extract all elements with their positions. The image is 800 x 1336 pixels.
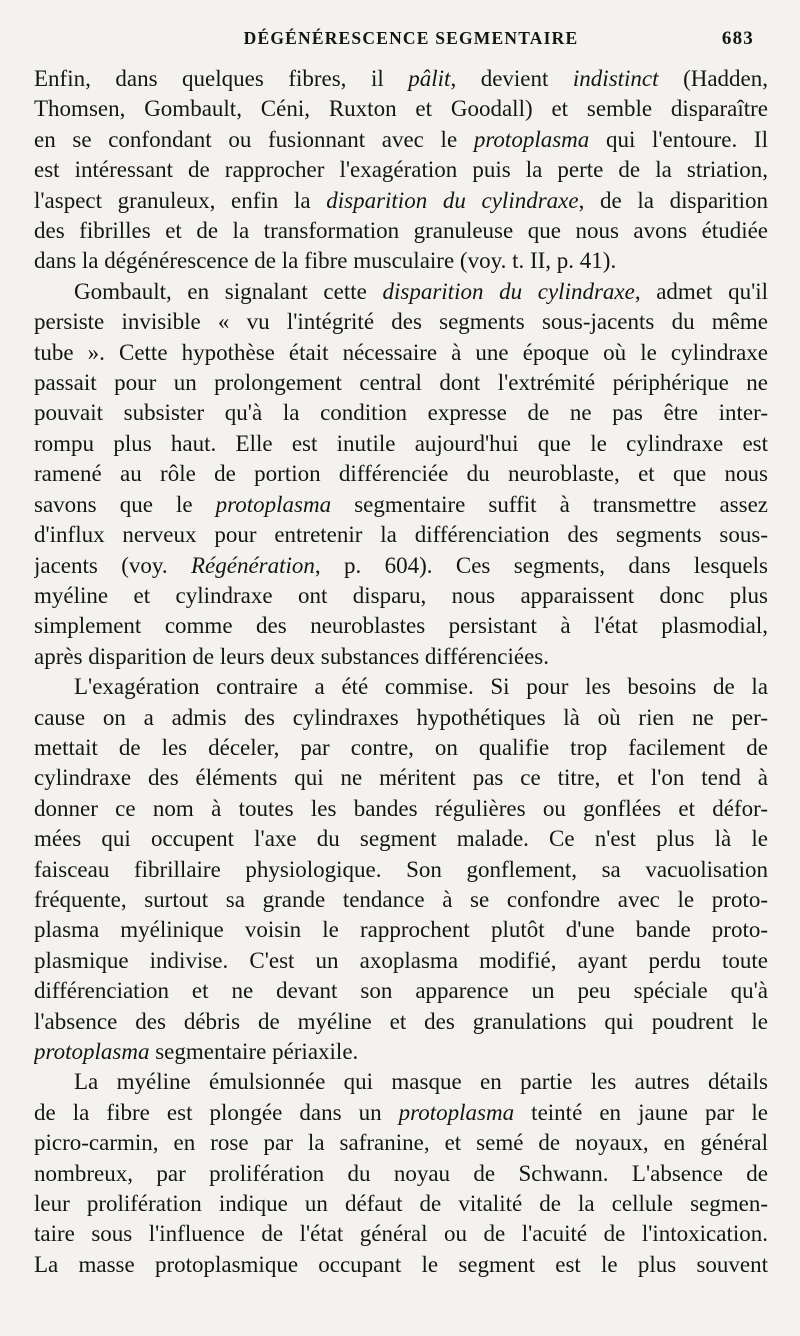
- text-line: tube ». Cette hypothèse était nécessaire à une époque où le cylindraxe: [34, 339, 768, 365]
- page-number: 683: [721, 28, 754, 49]
- italic-phrase: indistinct: [572, 66, 659, 91]
- text-line: différenciation et ne devant son apparence un peu spéciale qu'à: [34, 978, 768, 1004]
- text-line: fréquente, surtout sa grande tendance à se confondre avec le proto-: [34, 886, 768, 912]
- text-line: après disparition de leurs deux substances différenciées.: [34, 643, 549, 669]
- italic-phrase: disparition du cylindraxe: [382, 278, 635, 304]
- text-line: de la fibre est plongée dans un protoplasma teinté en jaune par le: [34, 1099, 768, 1125]
- text-line: pouvait subsister qu'à la condition expresse de ne pas être inter-: [34, 400, 768, 426]
- italic-phrase: pâlit: [408, 66, 451, 91]
- body-text: [34, 64, 768, 1280]
- italic-phrase: Régénération: [190, 552, 315, 578]
- text-line: myéline et cylindraxe ont disparu, nous apparaissent donc plus: [34, 582, 768, 608]
- text-line: passait pour un prolongement central dont l'extrémité périphérique ne: [34, 370, 768, 396]
- text-line: Thomsen, Gombault, Céni, Ruxton et Goodall) et semble disparaître: [34, 96, 768, 122]
- text-line: simplement comme des neuroblastes persistant à l'état plasmodial,: [34, 613, 768, 639]
- text-line: nombreux, par prolifération du noyau de Schwann. L'absence de: [34, 1160, 768, 1186]
- text-line: dans la dégénérescence de la fibre musculaire (voy. t. II, p. 41).: [34, 248, 617, 274]
- text-line: plasma myélinique voisin le rapprochent plutôt d'une bande proto-: [34, 917, 768, 943]
- italic-phrase: protoplasma: [215, 491, 332, 517]
- paragraph: [34, 277, 768, 672]
- text-line: mées qui occupent l'axe du segment malade. Ce n'est plus là le: [34, 826, 768, 852]
- text-line: Gombault, en signalant cette disparition du cylindraxe, admet qu'il: [74, 278, 768, 304]
- italic-phrase: disparition du cylindraxe: [326, 187, 579, 213]
- text-line: Enfin, dans quelques fibres, il pâlit, devient indistinct (Hadden,: [34, 66, 768, 91]
- paragraph: [34, 64, 768, 277]
- text-line: faisceau fibrillaire physiologique. Son gonflement, sa vacuolisation: [34, 856, 768, 882]
- text-line: L'exagération contraire a été commise. Si pour les besoins de la: [74, 674, 768, 700]
- text-line: ramené au rôle de portion différenciée du neuroblaste, et que nous: [34, 461, 768, 487]
- italic-phrase: protoplasma: [398, 1099, 515, 1125]
- text-line: picro-carmin, en rose par la safranine, et semé de noyaux, en général: [34, 1130, 768, 1156]
- running-head: [34, 28, 768, 58]
- text-line: d'influx nerveux pour entretenir la différenciation des segments sous-: [34, 522, 768, 548]
- text-line: en se confondant ou fusionnant avec le protoplasma qui l'entoure. Il: [34, 126, 768, 152]
- text-line: l'absence des débris de myéline et des granulations qui poudrent le: [34, 1008, 768, 1034]
- text-line: savons que le protoplasma segmentaire suffit à transmettre assez: [34, 491, 768, 517]
- text-line: des fibrilles et de la transformation granuleuse que nous avons étudiée: [34, 218, 768, 244]
- text-line: plasmique indivise. C'est un axoplasma modifié, ayant perdu toute: [34, 947, 768, 973]
- text-line: protoplasma segmentaire périaxile.: [34, 1039, 359, 1064]
- text-line: l'aspect granuleux, enfin la disparition du cylindraxe, de la disparition: [34, 187, 768, 213]
- text-line: rompu plus haut. Elle est inutile aujourd'hui que le cylindraxe est: [34, 430, 768, 456]
- running-title: DÉGÉNÉRESCENCE SEGMENTAIRE: [243, 28, 579, 48]
- italic-phrase: protoplasma: [473, 126, 590, 152]
- text-line: La myéline émulsionnée qui masque en partie les autres détails: [74, 1069, 768, 1095]
- text-line: leur prolifération indique un défaut de vitalité de la cellule segmen-: [34, 1191, 768, 1217]
- text-line: est intéressant de rapprocher l'exagération puis la perte de la striation,: [34, 157, 768, 183]
- text-line: cause on a admis des cylindraxes hypothétiques là où rien ne per-: [34, 704, 768, 730]
- text-line: mettait de les déceler, par contre, on qualifie trop facilement de: [34, 734, 768, 760]
- text-line: persiste invisible « vu l'intégrité des segments sous-jacents du même: [34, 309, 768, 335]
- text-line: La masse protoplasmique occupant le segment est le plus souvent: [34, 1251, 768, 1277]
- paragraph: [34, 672, 768, 1067]
- text-line: jacents (voy. Régénération, p. 604). Ces segments, dans lesquels: [34, 552, 768, 578]
- text-line: taire sous l'influence de l'état général ou de l'acuité de l'intoxication.: [34, 1221, 768, 1247]
- text-line: donner ce nom à toutes les bandes régulières ou gonflées et défor-: [34, 795, 768, 821]
- paragraph: [34, 1067, 768, 1280]
- italic-phrase: protoplasma: [34, 1039, 150, 1064]
- text-line: cylindraxe des éléments qui ne méritent pas ce titre, et l'on tend à: [34, 765, 768, 791]
